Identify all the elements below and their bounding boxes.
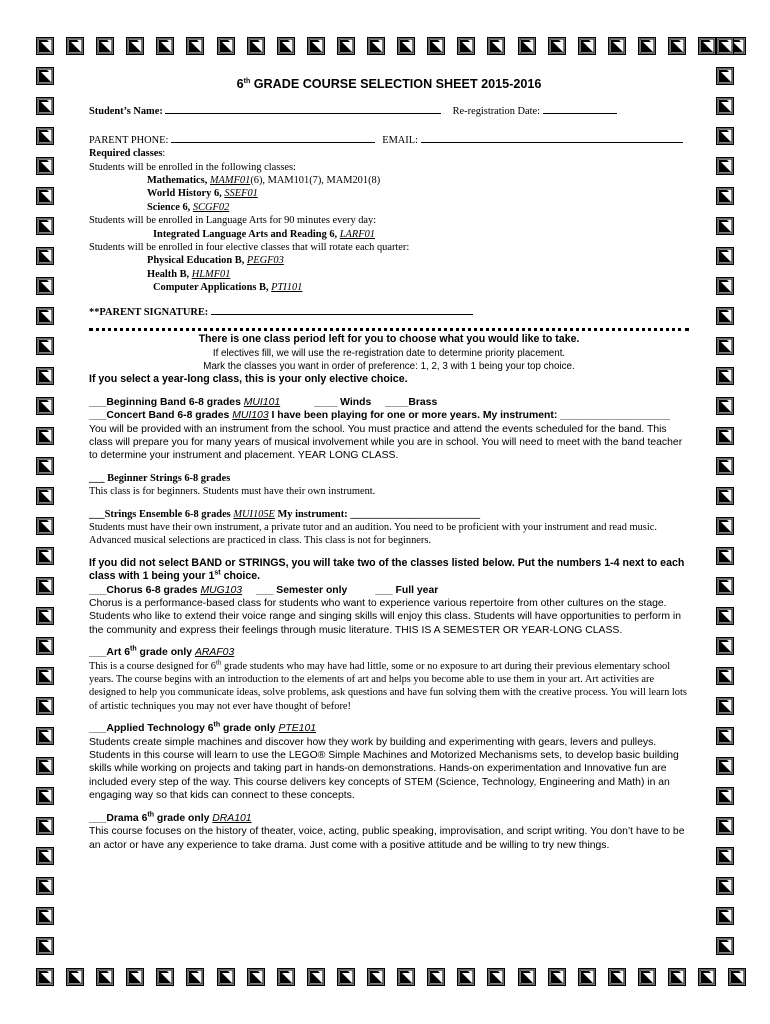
student-info-line xyxy=(89,103,689,118)
border-ornament-icon xyxy=(518,968,536,986)
border-ornament-icon xyxy=(716,457,734,475)
border-ornament-icon xyxy=(66,37,84,55)
required-classes-heading: Required classes: xyxy=(89,148,166,160)
border-ornament-icon xyxy=(716,787,734,805)
la-intro: Students will be enrolled in Language Arts for 90 minutes every day: xyxy=(89,215,377,227)
elective-intro: Students will be enrolled in four elective classes that will rotate each quarter: xyxy=(89,242,410,254)
border-ornament-icon xyxy=(457,968,475,986)
notice-line-4: If you select a year-long class, this is your only elective choice. xyxy=(89,373,408,386)
student-name-label: Student’s Name: xyxy=(89,106,163,118)
border-ornament-icon xyxy=(36,367,54,385)
border-ornament-icon xyxy=(716,637,734,655)
border-ornament-icon xyxy=(716,757,734,775)
border-ornament-icon xyxy=(716,667,734,685)
border-ornament-icon xyxy=(457,37,475,55)
border-ornament-icon xyxy=(716,817,734,835)
border-ornament-icon xyxy=(716,877,734,895)
border-ornament-icon xyxy=(186,968,204,986)
border-ornament-icon xyxy=(277,37,295,55)
email-field[interactable] xyxy=(421,132,683,143)
border-ornament-icon xyxy=(716,307,734,325)
border-ornament-icon xyxy=(36,127,54,145)
border-ornament-icon xyxy=(126,37,144,55)
dotted-divider xyxy=(89,328,689,331)
border-ornament-icon xyxy=(186,37,204,55)
border-ornament-icon xyxy=(156,37,174,55)
border-ornament-icon xyxy=(716,847,734,865)
border-ornament-icon xyxy=(36,787,54,805)
border-ornament-icon xyxy=(36,907,54,925)
signature-label: **PARENT SIGNATURE: xyxy=(89,306,209,318)
email-label: EMAIL: xyxy=(382,134,419,146)
drama-description: This course focuses on the history of theater, voice, acting, public speaking, improvisation, and script writing. You don’t have to be an actor or have any experience to take drama. Just come with a positive attitude and be willing to try new things. xyxy=(89,826,685,851)
border-ornament-icon xyxy=(716,247,734,265)
page-title: 6th GRADE COURSE SELECTION SHEET 2015-2016 xyxy=(236,77,542,91)
border-ornament-icon xyxy=(397,968,415,986)
top-border xyxy=(36,37,758,55)
border-ornament-icon xyxy=(36,397,54,415)
pe-course: Physical Education B, PEGF03 xyxy=(147,255,284,267)
border-ornament-icon xyxy=(367,968,385,986)
border-ornament-icon xyxy=(96,37,114,55)
border-ornament-icon xyxy=(66,968,84,986)
border-ornament-icon xyxy=(716,427,734,445)
chorus-option[interactable]: ___Chorus 6-8 grades MUG103 ___ Semester only ___ Full year xyxy=(89,584,439,596)
border-ornament-icon xyxy=(698,968,716,986)
full-year-option[interactable]: ___ Full year xyxy=(375,584,439,596)
border-ornament-icon xyxy=(36,187,54,205)
parent-phone-label: PARENT PHONE: xyxy=(89,134,169,146)
border-ornament-icon xyxy=(36,877,54,895)
border-ornament-icon xyxy=(247,37,265,55)
border-ornament-icon xyxy=(578,37,596,55)
history-course: World History 6, SSEF01 xyxy=(147,188,258,200)
border-ornament-icon xyxy=(518,37,536,55)
border-ornament-icon xyxy=(337,37,355,55)
border-ornament-icon xyxy=(36,157,54,175)
semester-option[interactable]: ___ Semester only xyxy=(256,584,348,596)
science-course: Science 6, SCGF02 xyxy=(147,201,230,213)
border-ornament-icon xyxy=(716,187,734,205)
la-course: Integrated Language Arts and Reading 6, LARF01 xyxy=(153,228,375,240)
art-description: This is a course designed for 6th grade students who may have had little, some or no exposure to art during their previous elementary school years. The course begins with an introduction to the elements of art and helps you become able to use them in your art. Art activities are designed to help you communicate ideas, solve problems, ask questions and have fun solving them with the creative process. You will learn lots of artistic techniques you may not ever have thought of before! xyxy=(89,658,687,712)
border-ornament-icon xyxy=(36,97,54,115)
border-ornament-icon xyxy=(668,968,686,986)
technology-description: Students create simple machines and discover how they work by building and experimenting with gears, levers and pulleys. Students in this course will learn to use the LEGO® Simple Machines and Motorized Mechanisms sets, to develop basic building skills while working on projects and taking part in hands-on demonstrations. Hands-on experimentation and Innovative fun are included every step of the way. This course delivers key concepts of STEM (Science, Technology, Engineering and Math) in an engaging way so that kids can connect to these concepts. xyxy=(89,736,679,802)
border-ornament-icon xyxy=(427,37,445,55)
border-ornament-icon xyxy=(36,847,54,865)
border-ornament-icon xyxy=(36,67,54,85)
border-ornament-icon xyxy=(716,157,734,175)
chorus-description: Chorus is a performance-based class for students who want to experience various repertoire from other cultures on the stage. Students who like to extend their voice range and singing skills will enjoy this class. Students will have opportunities to perform in the community and express their feelings through music literature. THIS IS A SEMESTER OR YEAR-LONG CLASS. xyxy=(89,598,681,636)
border-ornament-icon xyxy=(716,127,734,145)
border-ornament-icon xyxy=(716,937,734,955)
parent-phone-field[interactable] xyxy=(171,132,375,143)
border-ornament-icon xyxy=(716,37,734,55)
course-selection-document xyxy=(89,74,689,852)
border-ornament-icon xyxy=(36,457,54,475)
border-ornament-icon xyxy=(36,487,54,505)
strings-ensemble-option[interactable]: ___Strings Ensemble 6-8 grades MUI105E My instrument: _________________________ xyxy=(89,508,481,520)
strings-description: This class is for beginners. Students must have their own instrument. xyxy=(89,486,376,498)
border-ornament-icon xyxy=(36,307,54,325)
border-ornament-icon xyxy=(36,37,54,55)
border-ornament-icon xyxy=(716,67,734,85)
border-ornament-icon xyxy=(247,968,265,986)
border-ornament-icon xyxy=(397,37,415,55)
bottom-border xyxy=(36,968,758,986)
border-ornament-icon xyxy=(36,427,54,445)
border-ornament-icon xyxy=(36,727,54,745)
notice-line-2: If electives fill, we will use the re-registration date to determine priority placement. xyxy=(212,347,566,359)
border-ornament-icon xyxy=(427,968,445,986)
border-ornament-icon xyxy=(36,667,54,685)
beginning-band-option[interactable]: ___Beginning Band 6-8 grades MUI101 ____ Winds ____Brass xyxy=(89,396,438,408)
border-ornament-icon xyxy=(217,37,235,55)
border-ornament-icon xyxy=(716,517,734,535)
border-ornament-icon xyxy=(36,937,54,955)
border-ornament-icon xyxy=(36,217,54,235)
border-ornament-icon xyxy=(277,968,295,986)
border-ornament-icon xyxy=(716,547,734,565)
border-ornament-icon xyxy=(36,968,54,986)
border-ornament-icon xyxy=(36,577,54,595)
border-ornament-icon xyxy=(36,517,54,535)
border-ornament-icon xyxy=(487,968,505,986)
border-ornament-icon xyxy=(548,968,566,986)
border-ornament-icon xyxy=(638,968,656,986)
border-ornament-icon xyxy=(716,697,734,715)
border-ornament-icon xyxy=(36,697,54,715)
border-ornament-icon xyxy=(716,397,734,415)
required-intro: Students will be enrolled in the following classes: xyxy=(89,161,296,173)
border-ornament-icon xyxy=(487,37,505,55)
signature-line xyxy=(89,304,689,319)
applied-technology-option[interactable]: ___Applied Technology 6th grade only PTE101 xyxy=(89,721,317,735)
border-ornament-icon xyxy=(716,577,734,595)
border-ornament-icon xyxy=(548,37,566,55)
border-ornament-icon xyxy=(126,968,144,986)
border-ornament-icon xyxy=(716,367,734,385)
band-description: You will be provided with an instrument from the school. You must practice and attend the events scheduled for the band. This class will prepare you for many years of musical involvement while you are in school. You will need to meet with the band teacher to determine your instrument and placement. YEAR LONG CLASS. xyxy=(89,423,683,462)
border-ornament-icon xyxy=(716,217,734,235)
border-ornament-icon xyxy=(716,97,734,115)
border-ornament-icon xyxy=(608,968,626,986)
rereg-date-field[interactable] xyxy=(543,103,617,114)
border-ornament-icon xyxy=(608,37,626,55)
right-border xyxy=(716,37,734,967)
choose-instructions: If you did not select BAND or STRINGS, you will take two of the classes listed below. Put the numbers 1-4 next to each class with 1 being your 1st choice. xyxy=(89,556,685,583)
math-course: Mathematics, MAMF01(6), MAM101(7), MAM201(8) xyxy=(147,175,381,187)
border-ornament-icon xyxy=(307,968,325,986)
border-ornament-icon xyxy=(728,968,746,986)
border-ornament-icon xyxy=(698,37,716,55)
art-option[interactable]: ___Art 6th grade only ARAF03 xyxy=(89,645,235,659)
border-ornament-icon xyxy=(716,907,734,925)
border-ornament-icon xyxy=(578,968,596,986)
border-ornament-icon xyxy=(307,37,325,55)
rereg-date-label: Re-registration Date: xyxy=(452,106,541,118)
border-ornament-icon xyxy=(36,277,54,295)
brass-option[interactable]: ____Brass xyxy=(385,396,438,408)
border-ornament-icon xyxy=(716,277,734,295)
border-ornament-icon xyxy=(36,637,54,655)
border-ornament-icon xyxy=(716,727,734,745)
border-ornament-icon xyxy=(668,37,686,55)
notice-line-1: There is one class period left for you to choose what you would like to take. xyxy=(198,333,580,346)
border-ornament-icon xyxy=(638,37,656,55)
border-ornament-icon xyxy=(36,247,54,265)
notice-line-3: Mark the classes you want in order of preference: 1, 2, 3 with 1 being your top choice. xyxy=(203,360,575,372)
border-ornament-icon xyxy=(337,968,355,986)
border-ornament-icon xyxy=(36,337,54,355)
computer-course: Computer Applications B, PTI101 xyxy=(153,282,303,294)
beginner-strings-option[interactable]: ___ Beginner Strings 6-8 grades xyxy=(89,472,231,484)
border-ornament-icon xyxy=(716,607,734,625)
health-course: Health B, HLMF01 xyxy=(147,268,231,280)
border-ornament-icon xyxy=(367,37,385,55)
border-ornament-icon xyxy=(36,817,54,835)
border-ornament-icon xyxy=(36,607,54,625)
concert-band-option[interactable]: ___Concert Band 6-8 grades MUI103 I have been playing for one or more years. My instrument: ___________________ xyxy=(89,410,670,422)
left-border xyxy=(36,37,54,967)
border-ornament-icon xyxy=(36,547,54,565)
winds-option[interactable]: ____ Winds xyxy=(314,396,372,408)
border-ornament-icon xyxy=(36,757,54,775)
student-name-field[interactable] xyxy=(165,103,441,114)
ensemble-description: Students must have their own instrument, a private tutor and an audition. You need to be proficient with your instrument and read music. Advanced musical selections are practiced in class. This class is not for beginners. xyxy=(89,521,657,547)
border-ornament-icon xyxy=(96,968,114,986)
drama-option[interactable]: ___Drama 6th grade only DRA101 xyxy=(89,811,252,824)
border-ornament-icon xyxy=(156,968,174,986)
parent-contact-line xyxy=(89,132,689,147)
border-ornament-icon xyxy=(217,968,235,986)
signature-field[interactable] xyxy=(211,304,473,315)
border-ornament-icon xyxy=(716,487,734,505)
border-ornament-icon xyxy=(716,337,734,355)
